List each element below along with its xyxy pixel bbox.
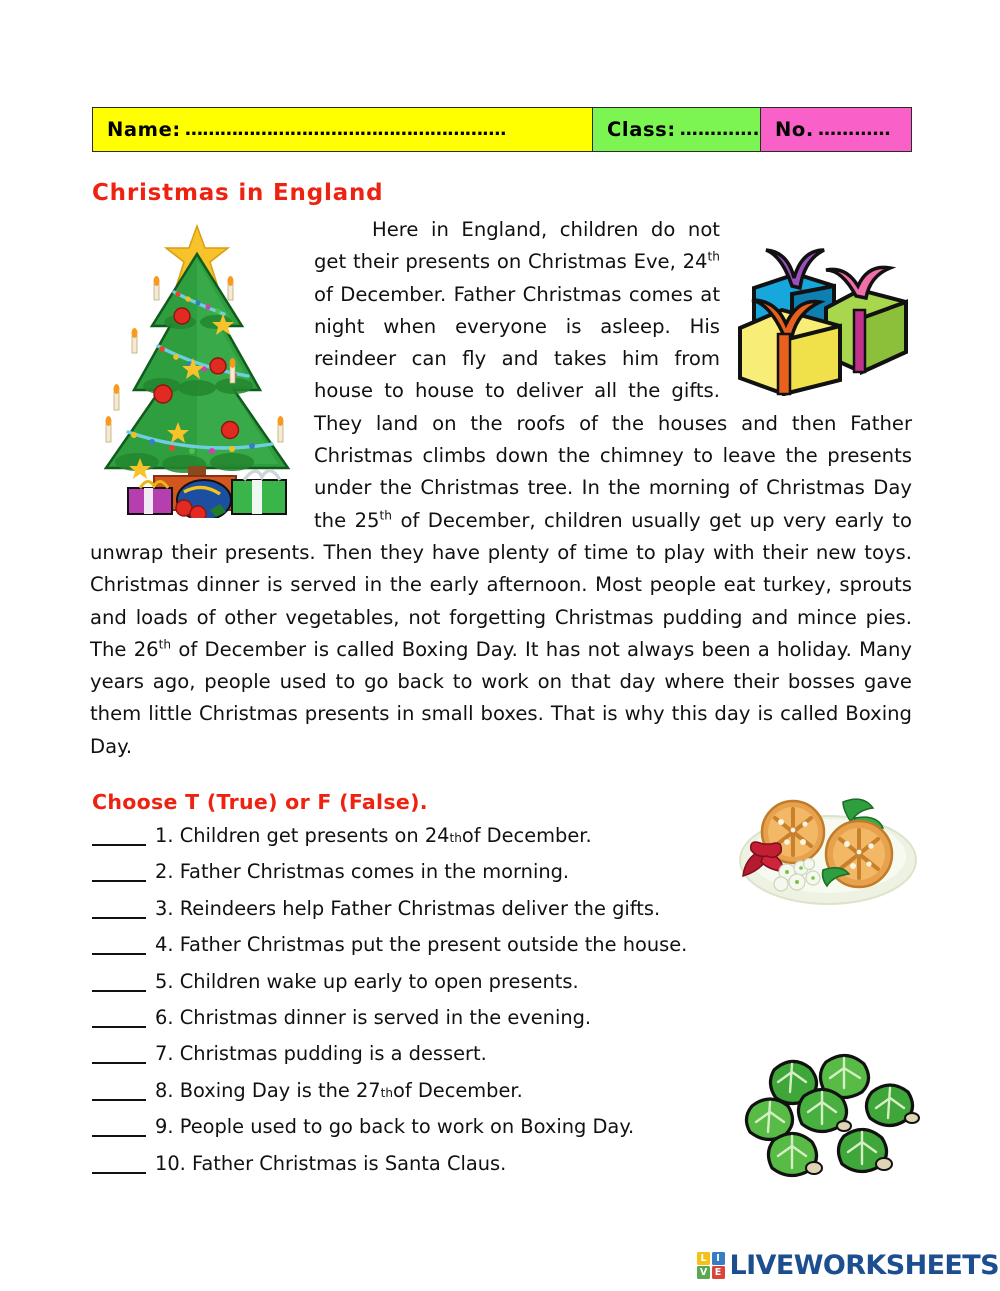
question-text: Boxing Day is the 27 <box>179 1078 381 1102</box>
name-label: Name: <box>107 118 181 141</box>
passage-text-2: of December. Father Christmas comes at night when everyone is asleep. His reindeer can fly and takes him from house to house to deliver all the gifts. They land on the roofs of the houses and then Father Christmas climbs down the chimney to leave the presents under the Christmas tree. In the morning of Christmas Day the 25 <box>314 282 912 532</box>
number-field-cell[interactable] <box>761 108 911 151</box>
ordinal-suffix-26th: th <box>158 637 172 652</box>
class-blank-dots: …………. <box>679 119 760 140</box>
reading-passage <box>90 214 912 763</box>
name-field-cell[interactable] <box>93 108 593 151</box>
student-info-header <box>92 107 912 152</box>
question-text-tail: of December. <box>461 824 592 847</box>
answer-blank[interactable] <box>92 1062 146 1064</box>
page-title: Christmas in England <box>92 180 384 206</box>
logo-tile-e: E <box>712 1266 725 1279</box>
question-text: Reindeers help Father Christmas deliver the gifts. <box>179 896 661 920</box>
answer-blank[interactable] <box>92 990 146 992</box>
answer-blank[interactable] <box>92 1172 146 1174</box>
number-blank-dots: ………… <box>817 119 891 140</box>
question-number: 8. <box>155 1078 174 1102</box>
question-number: 5. <box>155 969 174 993</box>
question-text: Children get presents on 24 <box>179 824 450 847</box>
question-item[interactable] <box>92 964 772 1000</box>
question-item[interactable] <box>92 891 772 927</box>
question-item[interactable]: 1. Children get presents on 24 th of December. <box>92 818 772 854</box>
question-item[interactable] <box>92 1000 772 1036</box>
answer-blank[interactable] <box>92 880 146 882</box>
answer-blank[interactable] <box>92 844 146 846</box>
brussels-sprouts-image <box>740 1048 922 1182</box>
answer-blank[interactable] <box>92 1135 146 1137</box>
question-text: Children wake up early to open presents. <box>179 969 579 993</box>
question-item[interactable] <box>92 1146 772 1182</box>
gift-boxes-image <box>730 236 912 396</box>
mince-pies-image <box>735 792 921 910</box>
answer-blank[interactable] <box>92 1026 146 1028</box>
question-number: 2. <box>155 860 174 884</box>
question-text: Christmas pudding is a dessert. <box>179 1042 487 1066</box>
question-item[interactable]: 8. Boxing Day is the 27 th of December. <box>92 1073 772 1109</box>
answer-blank[interactable] <box>92 953 146 955</box>
number-label: No. <box>775 118 814 141</box>
question-text: Father Christmas comes in the morning. <box>179 860 570 884</box>
logo-wordmark: LIVEWORKSHEETS <box>729 1250 999 1281</box>
question-item[interactable] <box>92 927 772 963</box>
passage-text-3: of December, children usually get up very early to unwrap their presents. Then they have plenty of time to play with their new toys. Christmas dinner is served in the early afternoon. Most people eat turkey, sprouts and loads of other vegetables, not forgetting Christmas pudding and mince pies. The 26 <box>90 508 912 661</box>
liveworksheets-logo <box>697 1250 999 1281</box>
question-number: 9. <box>155 1115 174 1139</box>
logo-tile-v: V <box>697 1266 710 1279</box>
class-field-cell[interactable] <box>593 108 761 151</box>
name-blank-dots: ………………………………………………. <box>184 119 507 140</box>
question-item[interactable] <box>92 1109 772 1145</box>
question-number: 7. <box>155 1042 174 1066</box>
ordinal-suffix-25th: th <box>379 508 392 523</box>
ordinal-suffix-24th: th <box>707 249 720 264</box>
passage-text-1: Here in England, children do not get their presents on Christmas Eve, 24 <box>314 218 720 274</box>
question-text: People used to go back to work on Boxing Day. <box>179 1115 635 1139</box>
answer-blank[interactable] <box>92 1099 146 1101</box>
exercise-instruction: Choose T (True) or F (False). <box>92 790 428 814</box>
question-number: 6. <box>155 1006 174 1030</box>
christmas-tree-image <box>92 218 302 518</box>
question-number: 3. <box>155 896 174 920</box>
question-item[interactable] <box>92 1036 772 1072</box>
question-text: Father Christmas put the present outside the house. <box>179 933 688 957</box>
question-text: Father Christmas is Santa Claus. <box>192 1151 507 1175</box>
answer-blank[interactable] <box>92 917 146 919</box>
class-label: Class: <box>607 118 676 141</box>
question-text: Christmas dinner is served in the evening. <box>179 1006 592 1030</box>
question-number: 1. <box>155 824 174 847</box>
passage-text-4: of December is called Boxing Day. It has not always been a holiday. Many years ago, people used to go back to work on that day where their bosses gave them little Christmas presents in small boxes. That is why this day is called Boxing Day. <box>90 637 912 758</box>
logo-tiles <box>697 1252 725 1280</box>
question-text-tail: of December. <box>392 1078 523 1102</box>
question-item[interactable] <box>92 854 772 890</box>
question-number: 4. <box>155 933 174 957</box>
true-false-question-list <box>92 818 772 1182</box>
logo-tile-l: L <box>697 1252 710 1265</box>
question-number: 10. <box>155 1151 186 1175</box>
logo-tile-i: I <box>712 1252 725 1265</box>
